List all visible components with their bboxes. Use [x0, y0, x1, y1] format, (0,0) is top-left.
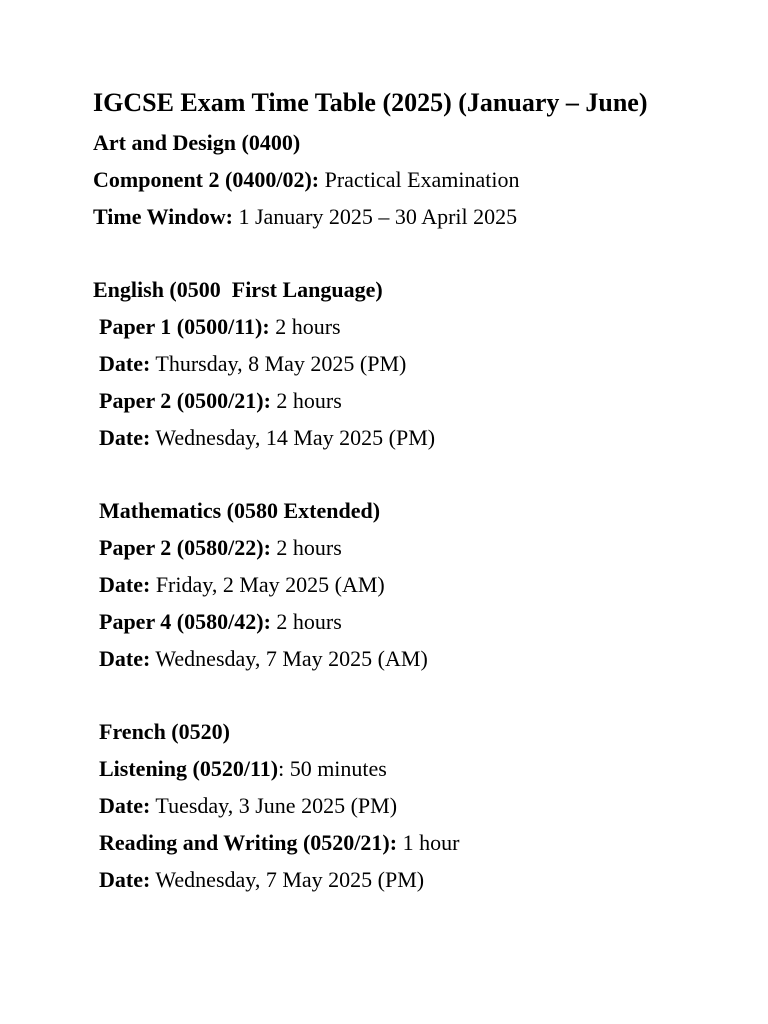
english-row-paper2: Paper 2 (0500/21): 2 hours	[99, 388, 342, 413]
french-row-reading-writing: Reading and Writing (0520/21): 1 hour	[99, 830, 460, 855]
math-row-paper4-date: Date: Wednesday, 7 May 2025 (AM)	[99, 646, 428, 671]
section-heading-english: English (0500 First Language)	[93, 277, 383, 302]
french-row-listening-date: Date: Tuesday, 3 June 2025 (PM)	[99, 793, 398, 818]
english-row-paper1-date: Date: Thursday, 8 May 2025 (PM)	[99, 351, 407, 376]
art-row-time-window: Time Window: 1 January 2025 – 30 April 2025	[93, 204, 518, 229]
english-row-paper2-date: Date: Wednesday, 14 May 2025 (PM)	[99, 425, 436, 450]
math-row-paper2: Paper 2 (0580/22): 2 hours	[99, 535, 342, 560]
section-heading-art: Art and Design (0400)	[93, 130, 301, 155]
section-heading-math: Mathematics (0580 Extended)	[99, 498, 381, 523]
french-row-listening: Listening (0520/11): 50 minutes	[99, 756, 387, 781]
math-row-paper4: Paper 4 (0580/42): 2 hours	[99, 609, 342, 634]
french-row-reading-writing-date: Date: Wednesday, 7 May 2025 (PM)	[99, 867, 425, 892]
section-gap	[93, 456, 653, 492]
document-page	[93, 86, 653, 898]
art-row-component: Component 2 (0400/02): Practical Examination	[93, 167, 520, 192]
section-heading-french: French (0520)	[99, 719, 230, 744]
page-title: IGCSE Exam Time Table (2025) (January – June)	[93, 88, 648, 117]
english-row-paper1: Paper 1 (0500/11): 2 hours	[99, 314, 341, 339]
math-row-paper2-date: Date: Friday, 2 May 2025 (AM)	[99, 572, 385, 597]
section-gap	[93, 235, 653, 271]
section-gap	[93, 677, 653, 713]
